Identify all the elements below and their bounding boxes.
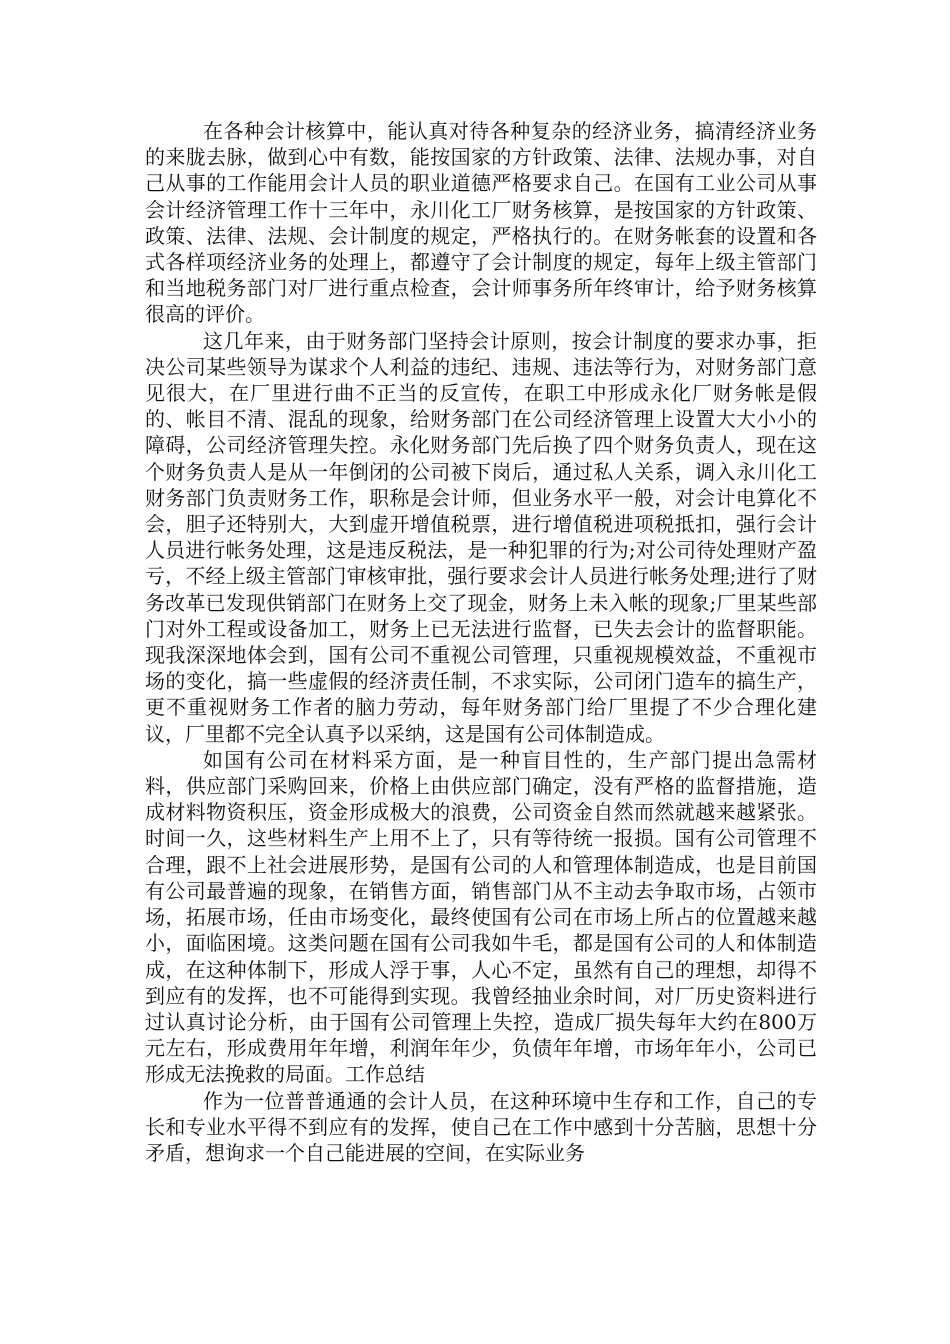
paragraph-1: 在各种会计核算中，能认真对待各种复杂的经济业务，搞清经济业务的来胧去脉，做到心中有数，能按国家的方针政策、法律、法规办事，对自己从事的工作能用会计人员的职业道德严格要求自己。在国有工业公司从事会计经济管理工作十三年中，永川化工厂财务核算，是按国家的方针政策、政策、法律、法规、会计制度的规定，严格执行的。在财务帐套的设置和各式各样项经济业务的处理上，都遵守了会计制度的规定，每年上级主管部门和当地税务部门对厂进行重点检查，会计师事务所年终审计，给予财务核算很高的评价。 (145, 119, 817, 327)
paragraph-3: 如国有公司在材料采方面，是一种盲目性的，生产部门提出急需材料，供应部门采购回来，价格上由供应部门确定，没有严格的监督措施，造成材料物资积压，资金形成极大的浪费，公司资金自然而然就越来越紧张。时间一久，这些材料生产上用不上了，只有等待统一报损。国有公司管理不合理，跟不上社会进展形势，是国有公司的人和管理体制造成，也是目前国有公司最普遍的现象，在销售方面，销售部门从不主动去争取市场，占领市场，拓展市场，任由市场变化，最终使国有公司在市场上所占的位置越来越小，面临困境。这类问题在国有公司我如牛毛，都是国有公司的人和体制造成，在这种体制下，形成人浮于事，人心不定，虽然有自己的理想，却得不到应有的发挥，也不可能得到实现。我曾经抽业余时间，对厂历史资料进行过认真讨论分析，由于国有公司管理上失控，造成厂损失每年大约在800万元左右，形成费用年年增，利润年年少，负债年年增，市场年年小，公司已形成无法挽救的局面。工作总结 (145, 747, 817, 1087)
paragraph-4: 作为一位普普通通的会计人员，在这种环境中生存和工作，自己的专长和专业水平得不到应有的发挥，使自己在工作中感到十分苦脑，思想十分矛盾，想询求一个自己能进展的空间，在实际业务 (145, 1088, 817, 1165)
paragraph-2: 这几年来，由于财务部门坚持会计原则，按会计制度的要求办事，拒决公司某些领导为谋求个人利益的违纪、违规、违法等行为，对财务部门意见很大，在厂里进行曲不正当的反宣传，在职工中形成永化厂财务帐是假的、帐目不清、混乱的现象，给财务部门在公司经济管理上设置大大小小的障碍，公司经济管理失控。永化财务部门先后换了四个财务负责人，现在这个财务负责人是从一年倒闭的公司被下岗后，通过私人关系，调入永川化工财务部门负责财务工作，职称是会计师，但业务水平一般，对会计电算化不会，胆子还特别大，大到虚开增值税票，进行增值税进项税抵扣，强行会计人员进行帐务处理，这是违反税法，是一种犯罪的行为;对公司待处理财产盈亏，不经上级主管部门审核审批，强行要求会计人员进行帐务处理;进行了财务改革已发现供销部门在财务上交了现金，财务上未入帐的现象;厂里某些部门对外工程或设备加工，财务上已无法进行监督，已失去会计的监督职能。现我深深地体会到，国有公司不重视公司管理，只重视规模效益，不重视市场的变化，搞一些虚假的经济责任制，不求实际，公司闭门造车的搞生产，更不重视财务工作者的脑力劳动，每年财务部门给厂里提了不少合理化建议，厂里都不完全认真予以采纳，这是国有公司体制造成。 (145, 328, 817, 746)
document-body (145, 118, 817, 1166)
